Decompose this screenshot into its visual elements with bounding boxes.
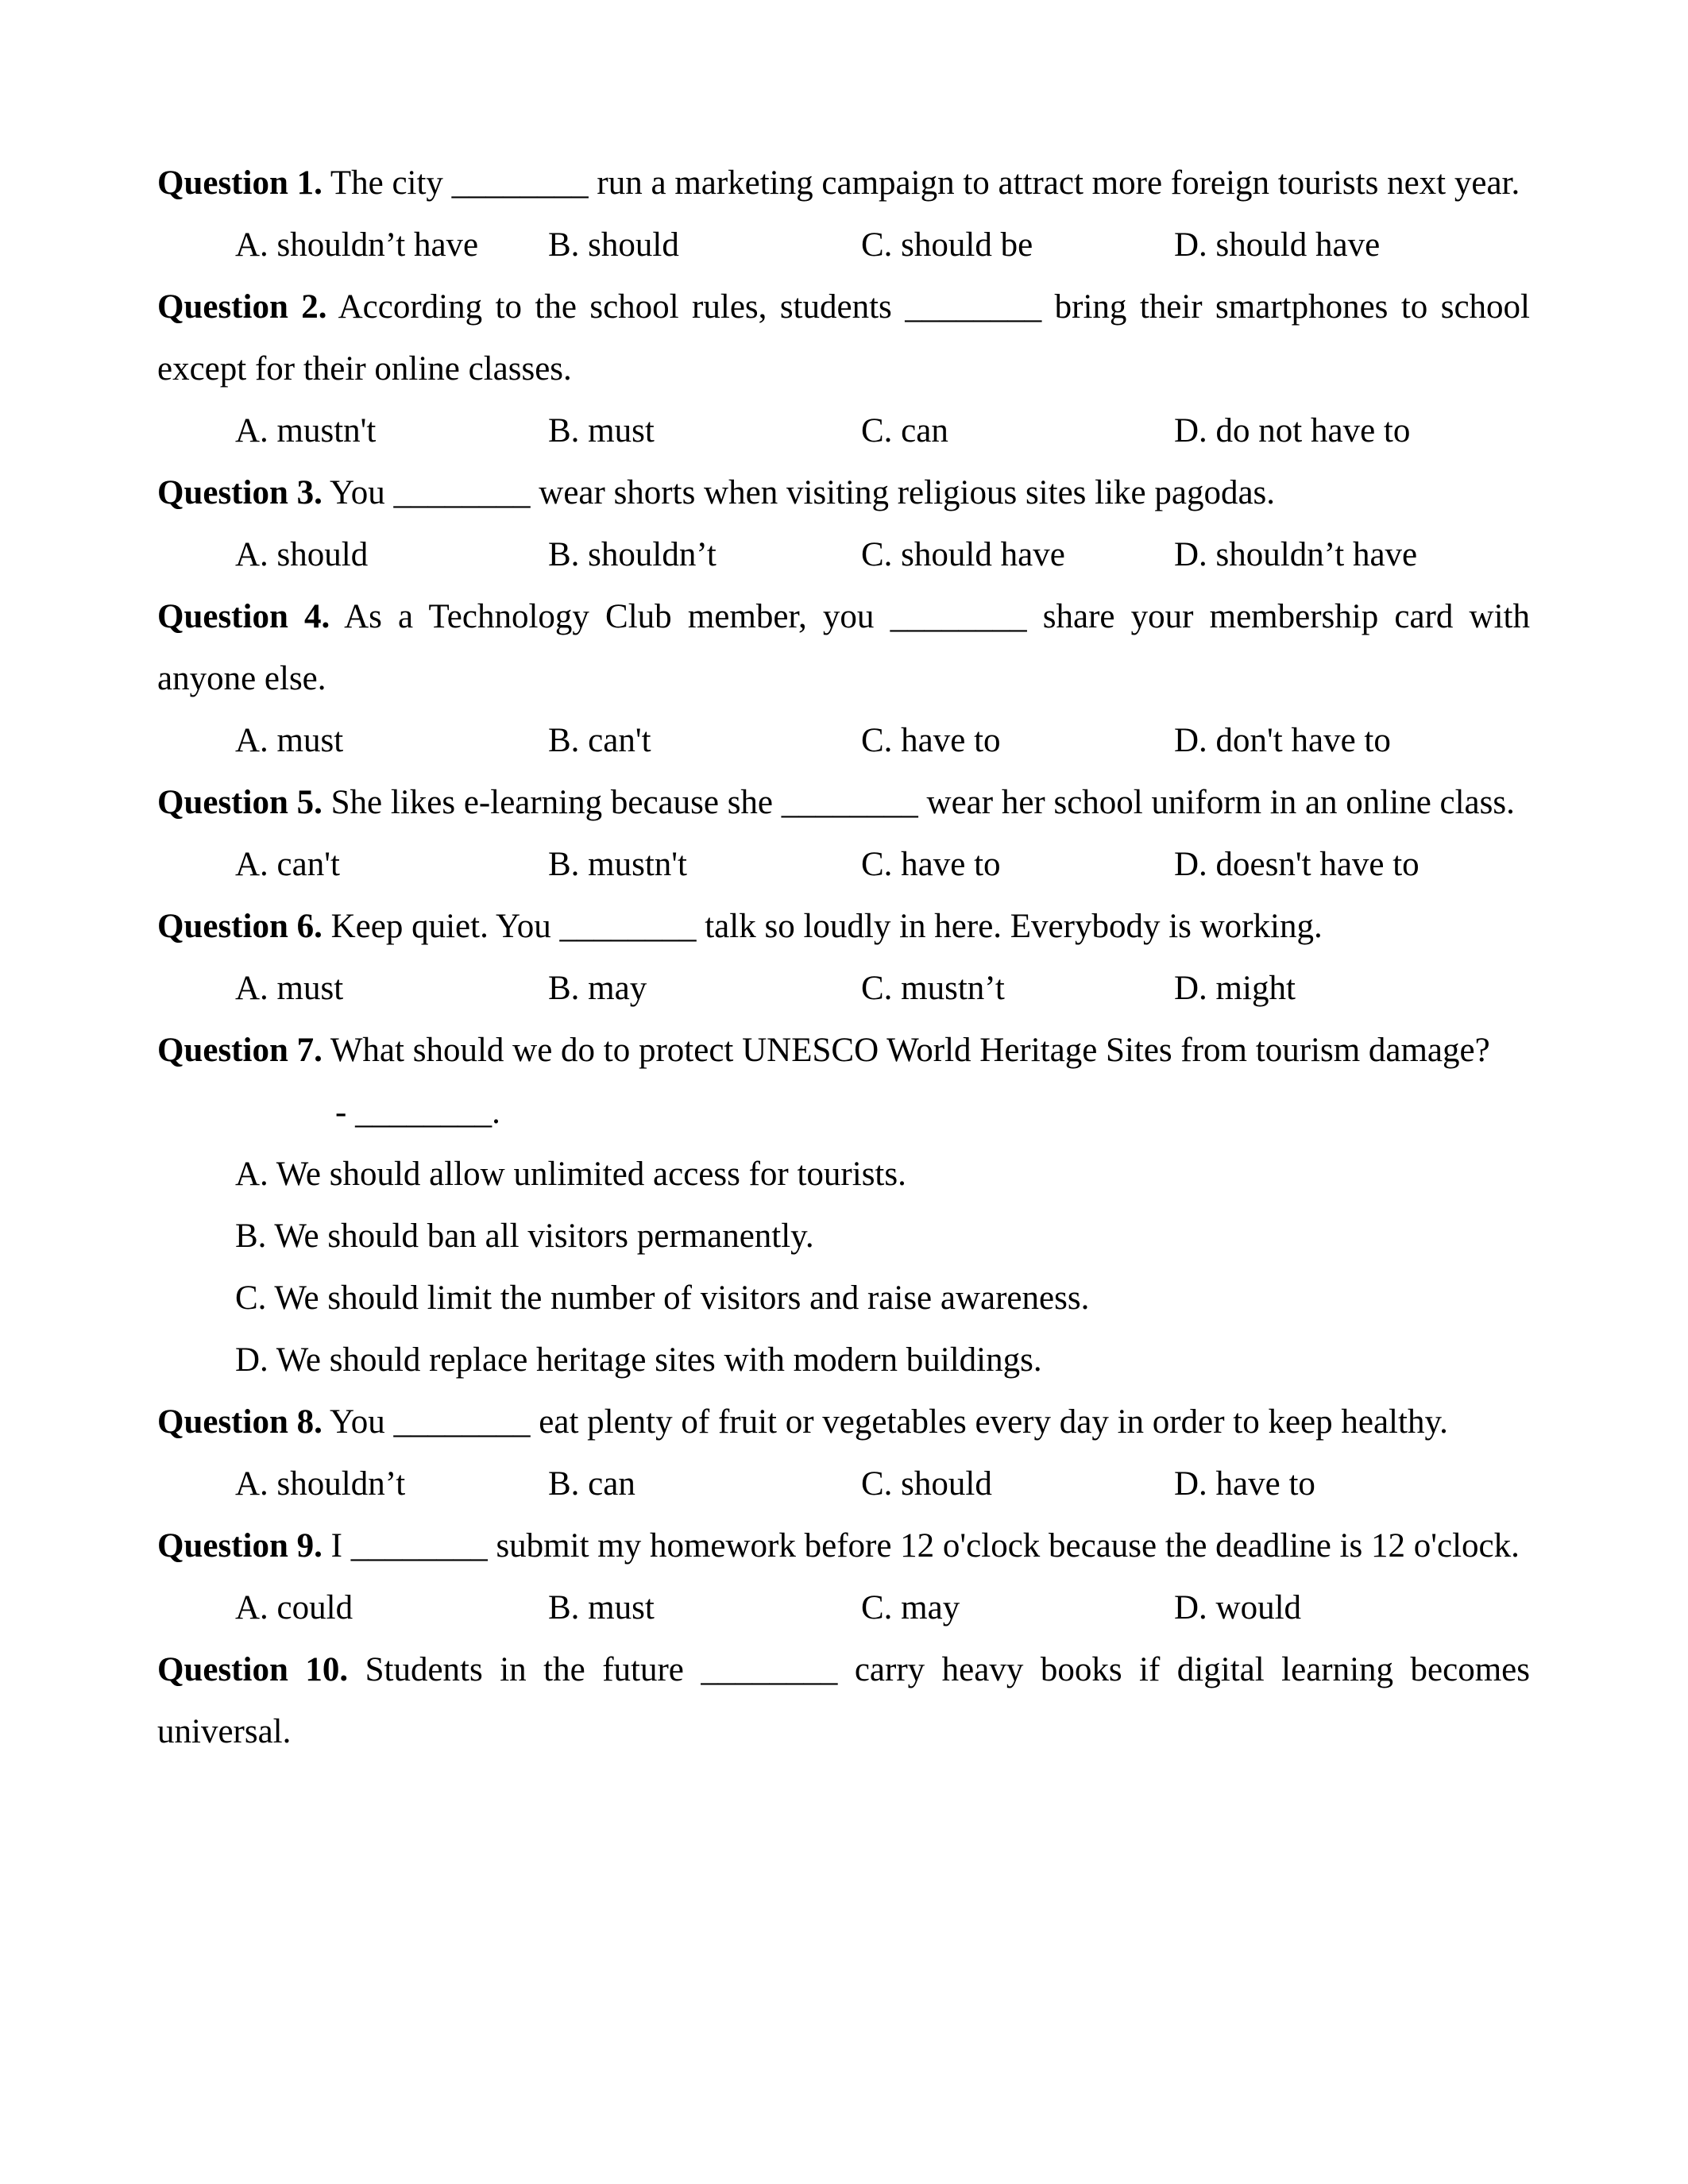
- question-1-stem: [157, 152, 1530, 214]
- question-4-label: Question 4.: [157, 598, 330, 635]
- question-5-option-a: A. can't: [235, 846, 340, 883]
- question-4-option-d: D. don't have to: [1174, 722, 1391, 759]
- question-9-stem: [157, 1515, 1530, 1577]
- question-9-option-a: A. could: [235, 1589, 353, 1626]
- question-5-text: She likes e-learning because she ________ wear her school uniform in an online class.: [322, 784, 1515, 821]
- question-3-label: Question 3.: [157, 474, 323, 511]
- question-4-option-c: C. have to: [861, 722, 1001, 759]
- question-3-option-c: C. should have: [861, 536, 1065, 573]
- question-10-text: Students in the future ________ carry heavy books if digital learning becomes universal.: [157, 1651, 1530, 1750]
- question-8-option-c: C. should: [861, 1465, 992, 1503]
- question-6-stem: [157, 896, 1530, 958]
- question-8-option-a: A. shouldn’t: [235, 1465, 406, 1503]
- question-3-stem: [157, 462, 1530, 524]
- question-2-label: Question 2.: [157, 288, 327, 326]
- question-8-stem: [157, 1391, 1530, 1453]
- question-2-option-c: C. can: [861, 412, 948, 450]
- question-5-option-d: D. doesn't have to: [1174, 846, 1420, 883]
- question-6-option-a: A. must: [235, 970, 344, 1007]
- question-2-option-b: B. must: [548, 412, 655, 450]
- question-7-stem: [157, 1020, 1530, 1082]
- question-8-option-b: B. can: [548, 1465, 635, 1503]
- question-7-option-a: A. We should allow unlimited access for tourists.: [235, 1156, 906, 1193]
- question-5-options: [157, 834, 1530, 896]
- question-7-label: Question 7.: [157, 1032, 323, 1069]
- question-6-text: Keep quiet. You ________ talk so loudly in here. Everybody is working.: [322, 908, 1323, 945]
- question-8-text: You ________ eat plenty of fruit or vegetables every day in order to keep healthy.: [322, 1403, 1448, 1441]
- question-3-options: [157, 524, 1530, 586]
- question-7-text: What should we do to protect UNESCO World Heritage Sites from tourism damage?: [322, 1032, 1490, 1069]
- question-7-option-c: C. We should limit the number of visitors and raise awareness.: [235, 1279, 1090, 1317]
- question-8-label: Question 8.: [157, 1403, 323, 1441]
- question-4-option-b: B. can't: [548, 722, 651, 759]
- question-5-option-b: B. mustn't: [548, 846, 688, 883]
- question-5-label: Question 5.: [157, 784, 323, 821]
- question-4-options: [157, 710, 1530, 772]
- question-5-stem: [157, 772, 1530, 834]
- question-3-option-b: B. shouldn’t: [548, 536, 717, 573]
- question-8-option-d: D. have to: [1174, 1465, 1315, 1503]
- question-2-options: [157, 400, 1530, 462]
- question-1-option-a: A. shouldn’t have: [235, 226, 479, 264]
- question-1-option-d: D. should have: [1174, 226, 1381, 264]
- question-6-options: [157, 958, 1530, 1020]
- question-1-text: The city ________ run a marketing campaign to attract more foreign tourists next year.: [322, 164, 1520, 202]
- question-8-options: [157, 1453, 1530, 1515]
- question-9-option-c: C. may: [861, 1589, 960, 1626]
- question-7-option-b: B. We should ban all visitors permanently.: [235, 1217, 814, 1255]
- question-6-label: Question 6.: [157, 908, 323, 945]
- question-1-option-b: B. should: [548, 226, 679, 264]
- question-list: [157, 152, 1530, 1763]
- question-4-stem: [157, 586, 1530, 710]
- question-9-option-b: B. must: [548, 1589, 655, 1626]
- question-6-option-b: B. may: [548, 970, 647, 1007]
- question-9-option-d: D. would: [1174, 1589, 1302, 1626]
- question-2-option-a: A. mustn't: [235, 412, 377, 450]
- question-6-option-c: C. mustn’t: [861, 970, 1005, 1007]
- question-3-option-a: A. should: [235, 536, 369, 573]
- question-3-option-d: D. shouldn’t have: [1174, 536, 1418, 573]
- question-7-option-d: D. We should replace heritage sites with modern buildings.: [235, 1341, 1042, 1379]
- question-1-label: Question 1.: [157, 164, 323, 202]
- question-6-option-d: D. might: [1174, 970, 1296, 1007]
- question-2-option-d: D. do not have to: [1174, 412, 1411, 450]
- question-2-text: According to the school rules, students ________ bring their smartphones to school except for their online classes.: [157, 288, 1530, 388]
- question-9-options: [157, 1577, 1530, 1639]
- question-4-text: As a Technology Club member, you ________ share your membership card with anyone else.: [157, 598, 1530, 697]
- question-7-answer-line: - ________.: [335, 1094, 500, 1131]
- question-1-option-c: C. should be: [861, 226, 1033, 264]
- question-3-text: You ________ wear shorts when visiting religious sites like pagodas.: [322, 474, 1276, 511]
- question-10-stem: [157, 1639, 1530, 1763]
- question-10-label: Question 10.: [157, 1651, 349, 1688]
- question-9-label: Question 9.: [157, 1527, 323, 1565]
- question-1-options: [157, 214, 1530, 276]
- question-4-option-a: A. must: [235, 722, 344, 759]
- question-2-stem: [157, 276, 1530, 400]
- question-9-text: I ________ submit my homework before 12 o'clock because the deadline is 12 o'clock.: [322, 1527, 1520, 1565]
- question-5-option-c: C. have to: [861, 846, 1001, 883]
